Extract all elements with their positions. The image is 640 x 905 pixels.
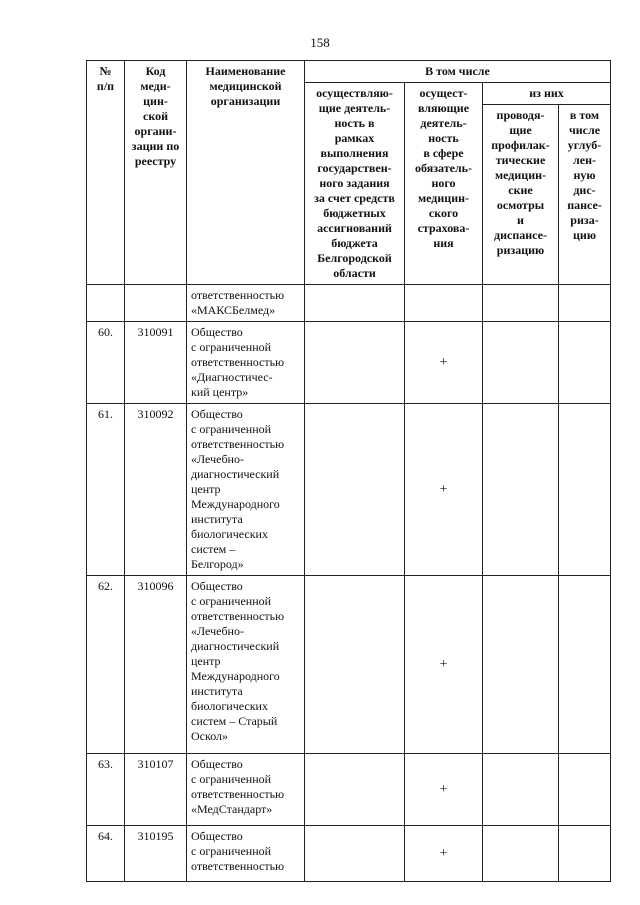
header-line: государствен- xyxy=(317,161,392,175)
row-oms-mark: + xyxy=(405,322,483,404)
row-budget-mark xyxy=(305,285,405,322)
header-line: ского xyxy=(428,206,459,220)
row-number: 62. xyxy=(87,576,125,754)
page-number: 158 xyxy=(310,35,330,50)
row-code xyxy=(125,285,187,322)
header-line: органи- xyxy=(134,124,177,138)
row-prof-mark xyxy=(483,754,559,826)
header-line: щие деятель- xyxy=(318,101,391,115)
row-prof-mark xyxy=(483,404,559,576)
header-subgroup: из них xyxy=(483,83,611,105)
header-line: меди- xyxy=(140,79,171,93)
row-number: 63. xyxy=(87,754,125,826)
header-line: организации xyxy=(210,94,281,108)
table-row xyxy=(87,826,611,882)
row-name-line: систем – xyxy=(191,542,236,556)
header-line: лен- xyxy=(573,153,596,168)
header-line: за счет средств xyxy=(314,191,395,205)
row-prof-mark xyxy=(483,826,559,882)
row-name-line: ответственностью xyxy=(191,859,285,873)
header-line: области xyxy=(333,266,376,280)
header-num xyxy=(87,61,125,285)
header-num-line: п/п xyxy=(96,79,115,93)
header-line: деятель- xyxy=(420,116,467,130)
header-line: медицин- xyxy=(494,168,547,183)
row-oms-mark xyxy=(405,285,483,322)
row-budget-mark xyxy=(305,322,405,404)
header-deep xyxy=(559,105,611,285)
row-name-line: Оскол» xyxy=(191,729,229,743)
row-name-line: ответственностью xyxy=(191,787,285,801)
header-group: В том числе xyxy=(305,61,611,83)
header-line: профилак- xyxy=(491,138,550,153)
header-line: ность в xyxy=(334,116,375,130)
row-name-line: «Лечебно- xyxy=(191,624,244,638)
row-budget-mark xyxy=(305,826,405,882)
header-line: щие xyxy=(509,123,532,138)
row-oms-mark: + xyxy=(405,404,483,576)
header-line: осущест- xyxy=(419,86,468,100)
row-budget-mark xyxy=(305,754,405,826)
row-name-line: Белгород» xyxy=(191,557,244,571)
header-line: ния xyxy=(433,236,454,250)
header-budget xyxy=(305,83,405,285)
header-line: дис- xyxy=(573,183,596,198)
header-line: ской xyxy=(143,109,168,123)
row-name-line: ответственностью xyxy=(191,609,285,623)
header-line: в том xyxy=(569,108,600,123)
table-row xyxy=(87,404,611,576)
header-name xyxy=(187,61,305,285)
row-name-line: с ограниченной xyxy=(191,844,272,858)
row-number: 64. xyxy=(87,826,125,882)
row-name-line: биологических xyxy=(191,527,268,541)
row-name xyxy=(187,404,305,576)
row-name-line: с ограниченной xyxy=(191,340,272,354)
header-line: ного xyxy=(431,176,456,190)
header-line: обязатель- xyxy=(415,161,472,175)
row-name xyxy=(187,754,305,826)
header-line: диспансе- xyxy=(494,228,547,243)
table-row xyxy=(87,754,611,826)
row-name-line: систем – Старый xyxy=(191,714,278,728)
row-deep-mark xyxy=(559,404,611,576)
row-number: 61. xyxy=(87,404,125,576)
header-prof xyxy=(483,105,559,285)
row-oms-mark: + xyxy=(405,576,483,754)
row-name-line: «Диагностичес- xyxy=(191,370,273,384)
header-line: бюджетных xyxy=(323,206,386,220)
header-line: ную xyxy=(573,168,596,183)
header-line: проводя- xyxy=(496,108,545,123)
header-line: углуб- xyxy=(567,138,602,153)
row-name-line: диагностический xyxy=(191,639,280,653)
row-name-line: ответственностью xyxy=(191,437,285,451)
header-line: рамках xyxy=(334,131,375,145)
row-code: 310091 xyxy=(125,322,187,404)
header-line: ного задания xyxy=(319,176,390,190)
row-name-line: института xyxy=(191,684,243,698)
row-name-line: Общество xyxy=(191,829,243,843)
row-budget-mark xyxy=(305,576,405,754)
row-number xyxy=(87,285,125,322)
row-deep-mark xyxy=(559,322,611,404)
row-oms-mark: + xyxy=(405,754,483,826)
row-deep-mark xyxy=(559,576,611,754)
row-code: 310096 xyxy=(125,576,187,754)
row-name-line: «Лечебно- xyxy=(191,452,244,466)
row-name-line: диагностический xyxy=(191,467,280,481)
row-code: 310092 xyxy=(125,404,187,576)
row-name-line: Общество xyxy=(191,757,243,771)
row-deep-mark xyxy=(559,285,611,322)
header-code xyxy=(125,61,187,285)
header-line: зации по xyxy=(131,139,180,153)
row-deep-mark xyxy=(559,826,611,882)
header-line: числе xyxy=(568,123,601,138)
header-num-line: № xyxy=(99,64,112,78)
header-line: пансе- xyxy=(567,198,602,213)
row-code: 310107 xyxy=(125,754,187,826)
header-line: цию xyxy=(573,228,596,243)
row-name-line: центр xyxy=(191,482,221,496)
row-name xyxy=(187,322,305,404)
row-name-line: «МедСтандарт» xyxy=(191,802,273,816)
row-prof-mark xyxy=(483,576,559,754)
header-line: ность xyxy=(428,131,459,145)
organizations-table xyxy=(86,60,611,882)
row-name-line: Общество xyxy=(191,407,243,421)
table-row xyxy=(87,576,611,754)
row-deep-mark xyxy=(559,754,611,826)
header-line: вляющие xyxy=(417,101,470,115)
row-name-line: с ограниченной xyxy=(191,594,272,608)
header-line: Код xyxy=(145,64,166,78)
header-line: медицинской xyxy=(209,79,282,93)
row-name-line: Общество xyxy=(191,579,243,593)
row-code: 310195 xyxy=(125,826,187,882)
row-name-line: с ограниченной xyxy=(191,422,272,436)
header-line: Белгородской xyxy=(317,251,392,265)
row-name-line: Международного xyxy=(191,497,280,511)
row-budget-mark xyxy=(305,404,405,576)
header-line: в сфере xyxy=(423,146,464,160)
header-line: риза- xyxy=(570,213,599,228)
header-line: осмотры xyxy=(496,198,545,213)
header-line: страхова- xyxy=(417,221,470,235)
header-line: и xyxy=(517,213,524,228)
header-line: осуществляю- xyxy=(316,86,393,100)
row-name-line: института xyxy=(191,512,243,526)
row-name-line: с ограниченной xyxy=(191,772,272,786)
row-name xyxy=(187,826,305,882)
row-name-line: Международного xyxy=(191,669,280,683)
row-name-line: Общество xyxy=(191,325,243,339)
row-number: 60. xyxy=(87,322,125,404)
row-prof-mark xyxy=(483,285,559,322)
header-oms xyxy=(405,83,483,285)
header-line: бюджета xyxy=(331,236,378,250)
row-name-line: «МАКСБелмед» xyxy=(191,303,276,317)
row-name-line: биологических xyxy=(191,699,268,713)
header-line: выполнения xyxy=(320,146,389,160)
header-line: тические xyxy=(495,153,546,168)
header-line: реестру xyxy=(134,154,177,168)
header-line: цин- xyxy=(143,94,168,108)
header-line: медицин- xyxy=(417,191,470,205)
row-name xyxy=(187,285,305,322)
header-line: ассигнований xyxy=(317,221,392,235)
row-name-line: ответственностью xyxy=(191,355,285,369)
table-row xyxy=(87,322,611,404)
row-name-line: кий центр» xyxy=(191,385,249,399)
row-name xyxy=(187,576,305,754)
row-name-line: ответственностью xyxy=(191,288,285,302)
table-row xyxy=(87,285,611,322)
row-oms-mark: + xyxy=(405,826,483,882)
row-name-line: центр xyxy=(191,654,221,668)
header-line: Наименование xyxy=(205,64,286,78)
header-line: ские xyxy=(508,183,533,198)
header-line: ризацию xyxy=(496,243,545,258)
row-prof-mark xyxy=(483,322,559,404)
